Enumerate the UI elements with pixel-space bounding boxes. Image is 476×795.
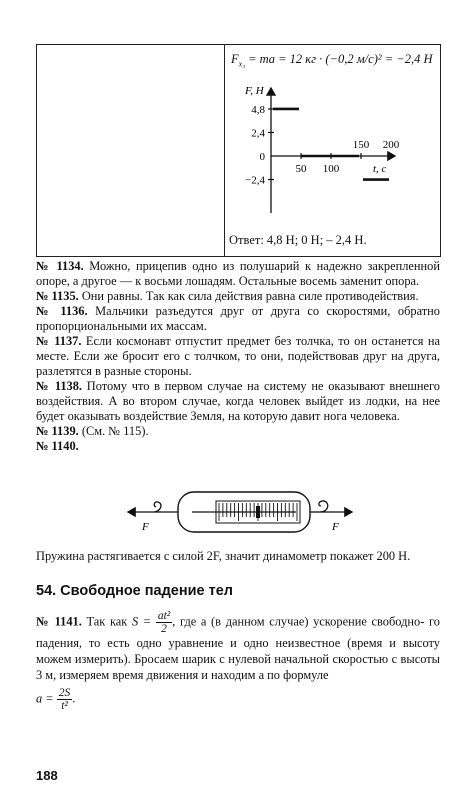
fraction-at2-2 [156,610,172,635]
problem-1138 [36,379,440,424]
formula-a-line [36,687,440,712]
problem-text: Потому что в первом случае на систему не оказывают внешнего воздействия. А во втором случае, когда человек выйдет из лодки, на нее будет оказывать воздействие Земля, на которую давит нога человека. [36,379,440,423]
y-tick-label: 0 [259,151,265,163]
problem-1136 [36,304,440,334]
formula-a: a = [36,691,54,706]
dynamometer-pointer [256,506,260,518]
problem-number: № 1141. [36,614,82,629]
y-tick-label: 2,4 [251,127,265,140]
x-tick-label: 200 [382,139,400,151]
formula-rhs: = ma = 12 кг · (−0,2 м/с)² = −2,4 Н [244,52,433,66]
end-dot: . [72,691,76,706]
problem-number: № 1136. [36,304,88,318]
problem-number: № 1134. [36,259,84,273]
problem-1134 [36,259,440,289]
right-hook [319,501,328,512]
problem-text: Если космонавт отпустит предмет без толчка, то он останется на месте. Если же бросит его с толчком, то они, подействовав друг на друга, разлетятся в разные стороны. [36,334,440,378]
left-hook [154,502,161,512]
problem-number: № 1138. [36,379,83,393]
force-formula [231,52,433,69]
x-tick-label: 100 [322,163,340,175]
fraction-denominator: 2 [161,623,167,635]
fraction-denominator: t² [61,700,68,712]
problem-text: го падения, то есть одно уравнение и одно неизвестное (время и высоту можем измерить). Бросаем шарик с нулевой начальной скоростью с высоты 3 м, измеряем время движения и находим a по формуле [36,614,440,682]
force-time-graph [225,78,439,228]
answer-line: Ответ: 4,8 Н; 0 Н; – 2,4 Н. [229,233,367,247]
problem-text: , где a (в данном случае) ускорение свободно- [172,614,425,629]
y-tick-label: 4,8 [251,103,265,116]
problem-number: № 1139. [36,424,79,438]
fraction-numerator: 2S [58,687,71,699]
problem-text: Можно, прицепив одно из полушарий к надежно закрепленной опоре, а другое — к восьми лошадям. Остальные восемь заменит опора. [36,259,440,288]
left-force-label: F [142,521,149,533]
y-tick-label: −2,4 [245,174,265,187]
problem-text: (См. № 115). [78,424,149,438]
problem-number: № 1135. [36,289,79,303]
problem-1141 [36,610,440,712]
problem-1139 [36,424,440,439]
dynamometer-figure [120,484,360,540]
page-number: 188 [36,768,58,783]
problem-text: Так как [81,614,132,629]
problem-text: Мальчики разъедутся друг от друга со скоростями, обратно пропорциональными их массам. [36,304,441,333]
right-force-label: F [332,521,339,533]
spring-text: Пружина растягивается с силой 2F, значит динамометр покажет 200 Н. [36,549,411,563]
problems-block [36,259,440,454]
problem-text: Они равны. Так как сила действия равна силе противодействия. [78,289,419,303]
x-axis-label: t, с [373,163,387,175]
y-axis-label: F, Н [245,85,264,97]
fraction-2s-t2 [57,687,76,712]
formula-s: S = [131,614,152,629]
fraction-numerator: at² [157,610,171,622]
problem-1135 [36,289,440,304]
problem-number: № 1140. [36,439,79,453]
problem-1140 [36,439,440,454]
formula-sub: x₃ [238,59,245,69]
x-tick-label: 50 [295,163,307,175]
problem-number: № 1137. [36,334,82,348]
problem-1137 [36,334,440,379]
x-tick-label: 150 [352,139,370,151]
section-title: 54. Свободное падение тел [36,583,234,599]
formula-lhs: F [231,52,239,66]
